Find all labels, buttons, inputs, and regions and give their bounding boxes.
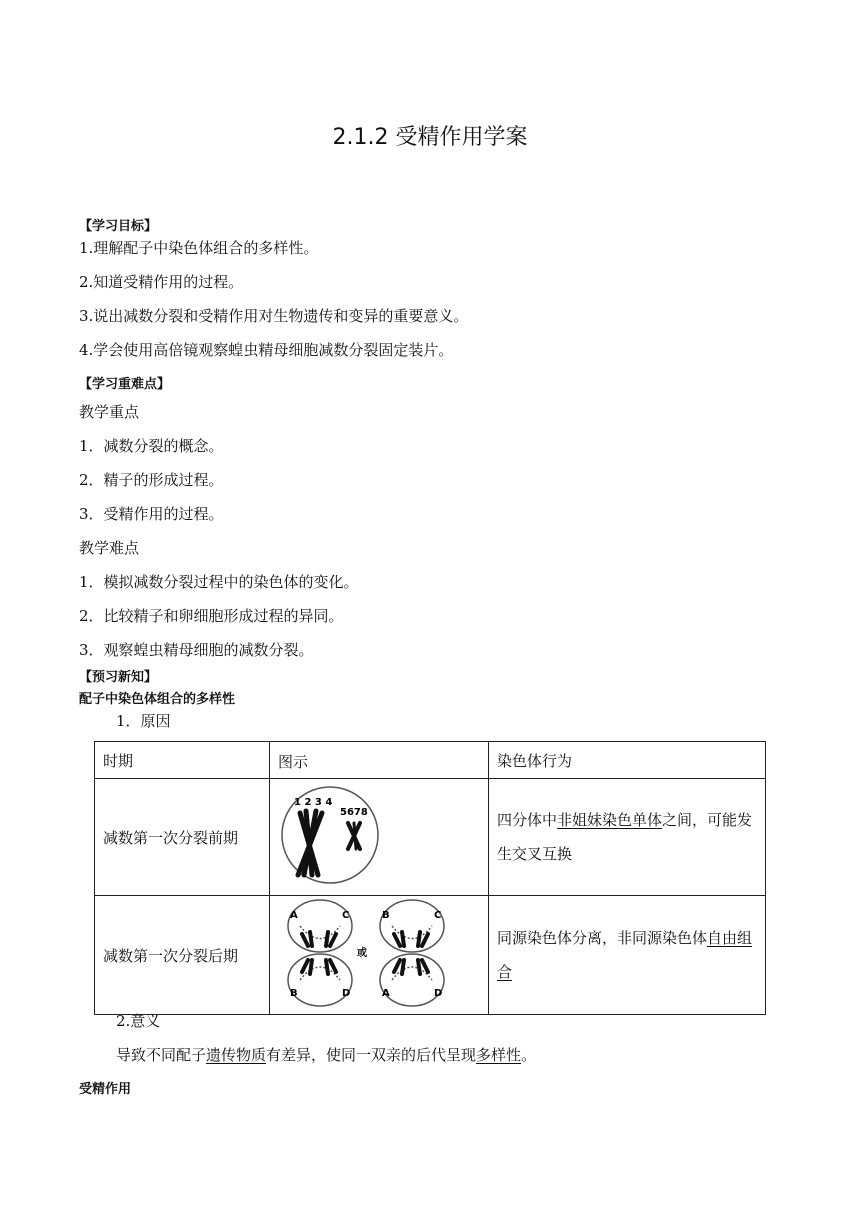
meaning-text [116,1044,536,1065]
table-row [95,779,766,896]
objective-item: 2.知道受精作用的过程。 [79,273,244,291]
table-header-row [95,742,766,779]
meaning-part: 有差异，使同一双亲的后代呈现 [266,1046,477,1064]
behavior-cell [489,779,766,896]
fig-label-right: C [434,910,442,921]
behavior-text: 之间，可能发生交叉互换 [497,811,753,863]
chromosome-numbers-5678: 5678 [340,807,368,818]
focus-item: 3．受精作用的过程。 [79,505,224,523]
objective-item: 1.理解配子中染色体组合的多样性。 [79,239,319,257]
fig-label-right: B [382,910,390,921]
chromosome-numbers-1234: 1 2 3 4 [294,797,333,808]
period-cell: 减数第一次分裂后期 [95,896,270,1015]
header-period: 时期 [95,742,270,779]
cause-label: 1．原因 [116,712,171,730]
fertilization-heading: 受精作用 [79,1082,132,1097]
meaning-underlined: 遗传物质 [206,1046,267,1064]
key-points-heading: 【学习重难点】 [79,377,171,392]
prophase-cell-diagram [270,779,470,891]
focus-title: 教学重点 [79,403,140,421]
anaphase-cell-diagram [270,896,470,1010]
fig-label-left: D [342,988,351,999]
fig-or-label: 或 [357,948,367,959]
header-figure: 图示 [270,742,489,779]
fig-label-left: C [342,910,350,921]
period-cell: 减数第一次分裂前期 [95,779,270,896]
fig-label-left: B [290,988,298,999]
difficulty-item: 1．模拟减数分裂过程中的染色体的变化。 [79,573,359,591]
focus-item: 1．减数分裂的概念。 [79,437,224,455]
difficulty-title: 教学难点 [79,539,140,557]
fig-label-right: D [434,988,443,999]
objective-item: 4.学会使用高倍镜观察蝗虫精母细胞减数分裂固定装片。 [79,341,454,359]
meaning-part: 。 [521,1046,537,1064]
difficulty-item: 2．比较精子和卵细胞形成过程的异同。 [79,607,344,625]
fig-label-right: A [382,988,390,999]
preview-heading: 【预习新知】 [79,670,158,685]
focus-item: 2．精子的形成过程。 [79,471,224,489]
figure-cell [270,896,489,1015]
figure-cell [270,779,489,896]
meaning-label: 2.意义 [116,1012,161,1030]
behavior-underlined: 自由组合 [497,929,753,981]
fig-label-left: A [290,910,298,921]
table-row [95,896,766,1015]
difficulty-item: 3．观察蝗虫精母细胞的减数分裂。 [79,641,314,659]
behavior-underlined: 非姐妹染色单体 [557,811,663,829]
behavior-cell [489,896,766,1015]
objective-item: 3.说出减数分裂和受精作用对生物遗传和变异的重要意义。 [79,307,469,325]
behavior-text: 同源染色体分离，非同源染色体 [497,929,708,947]
objectives-heading: 【学习目标】 [79,219,158,234]
header-behavior: 染色体行为 [489,742,766,779]
meaning-underlined: 多样性 [476,1046,522,1064]
meaning-part: 导致不同配子 [116,1046,207,1064]
page-title: 2.1.2 受精作用学案 [332,125,528,150]
behavior-text: 四分体中 [497,811,558,829]
preview-subheading: 配子中染色体组合的多样性 [79,692,236,707]
chromosome-table [94,741,766,1015]
